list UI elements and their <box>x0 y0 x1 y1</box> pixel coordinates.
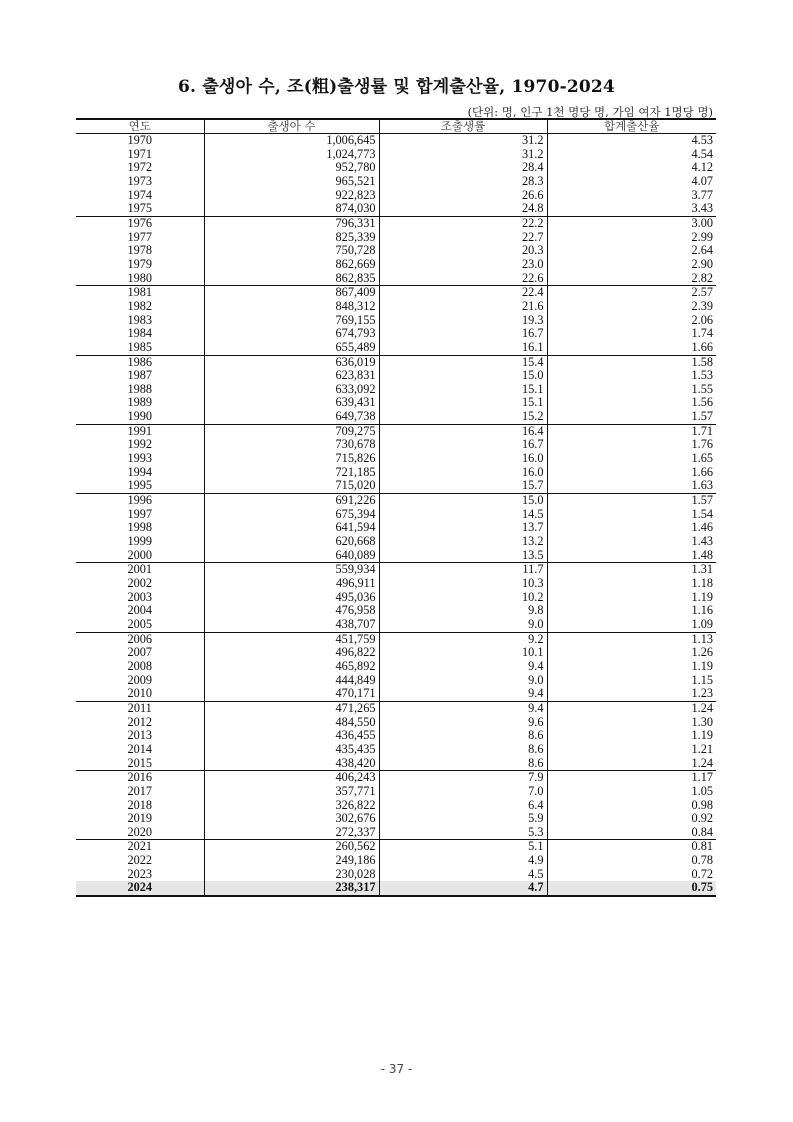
crude-birth-rate-cell: 15.2 <box>379 410 547 424</box>
table-row <box>76 826 716 840</box>
table-row <box>76 369 716 383</box>
year-cell: 2021 <box>127 839 153 854</box>
total-fertility-rate-cell: 1.57 <box>547 410 716 424</box>
table-row <box>76 314 716 328</box>
table-row <box>76 161 716 175</box>
total-fertility-rate-cell: 0.92 <box>547 812 716 826</box>
total-fertility-rate-cell: 1.74 <box>547 327 716 341</box>
year-cell: 2009 <box>127 672 153 687</box>
year-cell: 1981 <box>127 285 153 300</box>
crude-birth-rate-cell: 14.5 <box>379 508 547 522</box>
total-fertility-rate-cell: 1.31 <box>547 563 716 577</box>
births-cell: 952,780 <box>204 161 379 175</box>
table-row <box>76 355 716 369</box>
header-crude-birth-rate: 조출생률 <box>379 119 547 134</box>
year-cell: 2015 <box>76 757 204 771</box>
table-row <box>76 716 716 730</box>
total-fertility-rate-cell: 1.18 <box>547 577 716 591</box>
births-cell: 640,089 <box>204 549 379 563</box>
crude-birth-rate-cell: 5.9 <box>379 812 547 826</box>
total-fertility-rate-cell: 1.30 <box>547 716 716 730</box>
births-cell: 675,394 <box>204 508 379 522</box>
year-cell: 1982 <box>127 298 153 313</box>
births-cell: 260,562 <box>204 840 379 854</box>
total-fertility-rate-cell: 0.98 <box>547 799 716 813</box>
crude-birth-rate-cell: 15.7 <box>379 479 547 493</box>
total-fertility-rate-cell: 4.07 <box>547 175 716 189</box>
table-row <box>76 134 716 148</box>
table-row <box>76 868 716 882</box>
year-cell: 2004 <box>127 603 153 618</box>
total-fertility-rate-cell: 3.00 <box>547 216 716 230</box>
table-header-row <box>76 119 716 134</box>
crude-birth-rate-cell: 6.4 <box>379 799 547 813</box>
table-row <box>76 812 716 826</box>
year-cell: 2006 <box>127 631 153 646</box>
year-cell: 1974 <box>127 187 153 202</box>
crude-birth-rate-cell: 11.7 <box>379 563 547 577</box>
crude-birth-rate-cell: 16.4 <box>379 424 547 438</box>
table-row <box>76 258 716 272</box>
total-fertility-rate-cell: 2.57 <box>547 286 716 300</box>
total-fertility-rate-cell: 3.77 <box>547 189 716 203</box>
crude-birth-rate-cell: 7.0 <box>379 785 547 799</box>
year-cell: 2003 <box>127 589 153 604</box>
table-row <box>76 244 716 258</box>
total-fertility-rate-cell: 1.09 <box>547 618 716 632</box>
crude-birth-rate-cell: 15.0 <box>379 494 547 508</box>
total-fertility-rate-cell: 1.66 <box>547 341 716 355</box>
crude-birth-rate-cell: 16.7 <box>379 327 547 341</box>
table-row <box>76 729 716 743</box>
births-cell: 496,822 <box>204 646 379 660</box>
total-fertility-rate-cell: 1.58 <box>547 355 716 369</box>
total-fertility-rate-cell: 1.23 <box>547 687 716 701</box>
year-cell: 1988 <box>127 381 153 396</box>
births-cell: 495,036 <box>204 591 379 605</box>
births-cell: 674,793 <box>204 327 379 341</box>
year-cell: 1989 <box>127 395 153 410</box>
year-cell: 1996 <box>127 493 153 508</box>
total-fertility-rate-cell: 1.15 <box>547 674 716 688</box>
births-cell: 435,435 <box>204 743 379 757</box>
crude-birth-rate-cell: 9.4 <box>379 701 547 715</box>
table-row <box>76 785 716 799</box>
crude-birth-rate-cell: 31.2 <box>379 134 547 148</box>
table-row <box>76 231 716 245</box>
births-cell: 496,911 <box>204 577 379 591</box>
crude-birth-rate-cell: 9.2 <box>379 632 547 646</box>
year-cell: 1973 <box>127 173 153 188</box>
total-fertility-rate-cell: 1.66 <box>547 466 716 480</box>
table-row <box>76 189 716 203</box>
year-cell: 1970 <box>127 133 153 147</box>
table-row <box>76 466 716 480</box>
table-row <box>76 549 716 563</box>
births-cell: 862,835 <box>204 272 379 286</box>
table-row <box>76 535 716 549</box>
births-cell: 750,728 <box>204 244 379 258</box>
header-births: 출생아 수 <box>204 119 379 134</box>
total-fertility-rate-cell: 0.72 <box>547 868 716 882</box>
table-row <box>76 604 716 618</box>
crude-birth-rate-cell: 31.2 <box>379 148 547 162</box>
total-fertility-rate-cell: 0.75 <box>547 881 716 896</box>
total-fertility-rate-cell: 1.65 <box>547 452 716 466</box>
total-fertility-rate-cell: 0.84 <box>547 826 716 840</box>
crude-birth-rate-cell: 16.0 <box>379 466 547 480</box>
births-cell: 655,489 <box>204 341 379 355</box>
births-cell: 721,185 <box>204 466 379 480</box>
year-cell: 2016 <box>127 770 153 785</box>
births-cell: 922,823 <box>204 189 379 203</box>
unit-note: (단위: 명, 인구 1천 명당 명, 가임 여자 1명당 명) <box>467 105 713 119</box>
crude-birth-rate-cell: 9.8 <box>379 604 547 618</box>
births-cell: 848,312 <box>204 300 379 314</box>
births-cell: 476,958 <box>204 604 379 618</box>
crude-birth-rate-cell: 10.1 <box>379 646 547 660</box>
crude-birth-rate-cell: 9.0 <box>379 674 547 688</box>
table-row <box>76 494 716 508</box>
total-fertility-rate-cell: 0.81 <box>547 840 716 854</box>
year-cell: 1998 <box>127 520 153 535</box>
total-fertility-rate-cell: 2.99 <box>547 231 716 245</box>
crude-birth-rate-cell: 28.3 <box>379 175 547 189</box>
crude-birth-rate-cell: 22.2 <box>379 216 547 230</box>
crude-birth-rate-cell: 13.7 <box>379 521 547 535</box>
year-cell: 2023 <box>127 866 153 881</box>
births-cell: 436,455 <box>204 729 379 743</box>
total-fertility-rate-cell: 1.54 <box>547 508 716 522</box>
year-cell: 1997 <box>127 506 153 521</box>
year-cell: 1979 <box>127 256 153 271</box>
header-total-fertility-rate: 합계출산율 <box>547 119 716 134</box>
total-fertility-rate-cell: 1.05 <box>547 785 716 799</box>
page-number: - 37 - <box>380 1062 413 1076</box>
total-fertility-rate-cell: 1.46 <box>547 521 716 535</box>
table-row <box>76 286 716 300</box>
crude-birth-rate-cell: 4.9 <box>379 854 547 868</box>
year-cell: 1980 <box>76 272 204 286</box>
total-fertility-rate-cell: 1.17 <box>547 771 716 785</box>
table-row <box>76 854 716 868</box>
crude-birth-rate-cell: 23.0 <box>379 258 547 272</box>
births-cell: 465,892 <box>204 660 379 674</box>
table-row <box>76 743 716 757</box>
year-cell: 2005 <box>76 618 204 632</box>
births-cell: 559,934 <box>204 563 379 577</box>
births-cell: 867,409 <box>204 286 379 300</box>
births-cell: 715,826 <box>204 452 379 466</box>
year-cell: 1978 <box>127 243 153 258</box>
year-cell: 1990 <box>76 410 204 424</box>
table-row <box>76 202 716 216</box>
crude-birth-rate-cell: 24.8 <box>379 202 547 216</box>
births-cell: 438,420 <box>204 757 379 771</box>
table-row <box>76 327 716 341</box>
births-cell: 633,092 <box>204 383 379 397</box>
births-cell: 230,028 <box>204 868 379 882</box>
year-cell: 2000 <box>76 549 204 563</box>
total-fertility-rate-cell: 1.13 <box>547 632 716 646</box>
year-cell: 1994 <box>127 464 153 479</box>
page-title: 6. 출생아 수, 조(粗)출생률 및 합계출산율, 1970-2024 <box>178 77 615 97</box>
total-fertility-rate-cell: 1.16 <box>547 604 716 618</box>
crude-birth-rate-cell: 20.3 <box>379 244 547 258</box>
crude-birth-rate-cell: 15.4 <box>379 355 547 369</box>
births-cell: 357,771 <box>204 785 379 799</box>
births-cell: 1,024,773 <box>204 148 379 162</box>
year-cell: 1976 <box>127 215 153 230</box>
table-row <box>76 148 716 162</box>
total-fertility-rate-cell: 1.24 <box>547 701 716 715</box>
total-fertility-rate-cell: 1.19 <box>547 660 716 674</box>
crude-birth-rate-cell: 22.4 <box>379 286 547 300</box>
total-fertility-rate-cell: 4.54 <box>547 148 716 162</box>
crude-birth-rate-cell: 16.7 <box>379 438 547 452</box>
year-cell: 2017 <box>127 783 153 798</box>
table-row <box>76 396 716 410</box>
crude-birth-rate-cell: 5.3 <box>379 826 547 840</box>
total-fertility-rate-cell: 1.55 <box>547 383 716 397</box>
table-row <box>76 632 716 646</box>
year-cell: 1984 <box>127 326 153 341</box>
total-fertility-rate-cell: 2.06 <box>547 314 716 328</box>
crude-birth-rate-cell: 16.0 <box>379 452 547 466</box>
total-fertility-rate-cell: 1.24 <box>547 757 716 771</box>
births-cell: 438,707 <box>204 618 379 632</box>
total-fertility-rate-cell: 1.21 <box>547 743 716 757</box>
year-cell: 1975 <box>76 202 204 216</box>
year-cell: 2018 <box>127 797 153 812</box>
births-cell: 874,030 <box>204 202 379 216</box>
year-cell: 2011 <box>127 700 152 715</box>
table-row <box>76 479 716 493</box>
crude-birth-rate-cell: 13.5 <box>379 549 547 563</box>
year-cell: 1986 <box>127 354 153 369</box>
births-cell: 715,020 <box>204 479 379 493</box>
year-cell: 1999 <box>127 534 153 549</box>
crude-birth-rate-cell: 9.4 <box>379 687 547 701</box>
total-fertility-rate-cell: 1.53 <box>547 369 716 383</box>
crude-birth-rate-cell: 26.6 <box>379 189 547 203</box>
births-cell: 623,831 <box>204 369 379 383</box>
table-row <box>76 799 716 813</box>
total-fertility-rate-cell: 2.90 <box>547 258 716 272</box>
total-fertility-rate-cell: 1.76 <box>547 438 716 452</box>
year-cell: 2008 <box>127 658 153 673</box>
total-fertility-rate-cell: 1.26 <box>547 646 716 660</box>
births-cell: 444,849 <box>204 674 379 688</box>
table-row <box>76 674 716 688</box>
total-fertility-rate-cell: 2.82 <box>547 272 716 286</box>
births-cell: 769,155 <box>204 314 379 328</box>
table-row <box>76 410 716 424</box>
crude-birth-rate-cell: 7.9 <box>379 771 547 785</box>
table-row <box>76 618 716 632</box>
year-cell: 2012 <box>127 714 153 729</box>
table-row <box>76 300 716 314</box>
table-row <box>76 438 716 452</box>
table-row <box>76 383 716 397</box>
table-row <box>76 175 716 189</box>
table-row <box>76 508 716 522</box>
births-cell: 796,331 <box>204 216 379 230</box>
births-cell: 649,738 <box>204 410 379 424</box>
crude-birth-rate-cell: 8.6 <box>379 743 547 757</box>
births-cell: 470,171 <box>204 687 379 701</box>
year-cell: 1971 <box>127 146 153 161</box>
crude-birth-rate-cell: 4.5 <box>379 868 547 882</box>
crude-birth-rate-cell: 10.2 <box>379 591 547 605</box>
year-cell: 1992 <box>127 437 153 452</box>
births-cell: 326,822 <box>204 799 379 813</box>
births-cell: 471,265 <box>204 701 379 715</box>
crude-birth-rate-cell: 22.7 <box>379 231 547 245</box>
table-body <box>76 134 716 897</box>
table-row <box>76 272 716 286</box>
crude-birth-rate-cell: 9.0 <box>379 618 547 632</box>
total-fertility-rate-cell: 2.39 <box>547 300 716 314</box>
year-cell: 2007 <box>127 645 153 660</box>
year-cell: 2002 <box>127 576 153 590</box>
births-cell: 302,676 <box>204 812 379 826</box>
year-cell: 2014 <box>127 741 153 756</box>
crude-birth-rate-cell: 21.6 <box>379 300 547 314</box>
births-cell: 272,337 <box>204 826 379 840</box>
crude-birth-rate-cell: 9.4 <box>379 660 547 674</box>
births-cell: 406,243 <box>204 771 379 785</box>
total-fertility-rate-cell: 4.12 <box>547 161 716 175</box>
year-cell: 1972 <box>127 160 153 175</box>
births-cell: 639,431 <box>204 396 379 410</box>
table-row <box>76 881 716 896</box>
total-fertility-rate-cell: 1.19 <box>547 729 716 743</box>
year-cell: 1977 <box>127 229 153 244</box>
crude-birth-rate-cell: 8.6 <box>379 757 547 771</box>
year-cell: 2022 <box>127 853 153 868</box>
total-fertility-rate-cell: 3.43 <box>547 202 716 216</box>
crude-birth-rate-cell: 9.6 <box>379 716 547 730</box>
crude-birth-rate-cell: 5.1 <box>379 840 547 854</box>
year-cell: 1991 <box>127 423 153 438</box>
crude-birth-rate-cell: 28.4 <box>379 161 547 175</box>
table-row <box>76 341 716 355</box>
table-row <box>76 521 716 535</box>
crude-birth-rate-cell: 4.7 <box>379 881 547 896</box>
crude-birth-rate-cell: 8.6 <box>379 729 547 743</box>
total-fertility-rate-cell: 4.53 <box>547 134 716 148</box>
year-cell: 2010 <box>76 687 204 701</box>
year-cell: 1995 <box>76 479 204 493</box>
table-row <box>76 757 716 771</box>
crude-birth-rate-cell: 10.3 <box>379 577 547 591</box>
crude-birth-rate-cell: 13.2 <box>379 535 547 549</box>
table-row <box>76 452 716 466</box>
table-row <box>76 577 716 591</box>
year-cell: 1983 <box>127 312 153 327</box>
total-fertility-rate-cell: 1.63 <box>547 479 716 493</box>
year-cell: 2024 <box>76 881 204 896</box>
total-fertility-rate-cell: 1.57 <box>547 494 716 508</box>
table-row <box>76 591 716 605</box>
table-row <box>76 424 716 438</box>
year-cell: 2020 <box>76 826 204 840</box>
births-cell: 730,678 <box>204 438 379 452</box>
header-year: 연도 <box>128 119 151 133</box>
table-row <box>76 701 716 715</box>
crude-birth-rate-cell: 15.1 <box>379 383 547 397</box>
crude-birth-rate-cell: 16.1 <box>379 341 547 355</box>
crude-birth-rate-cell: 15.1 <box>379 396 547 410</box>
crude-birth-rate-cell: 15.0 <box>379 369 547 383</box>
table-row <box>76 646 716 660</box>
year-cell: 1987 <box>127 368 153 383</box>
year-cell: 2001 <box>127 562 153 577</box>
total-fertility-rate-cell: 1.43 <box>547 535 716 549</box>
table-row <box>76 771 716 785</box>
births-cell: 484,550 <box>204 716 379 730</box>
year-cell: 2019 <box>127 811 153 826</box>
births-cell: 862,669 <box>204 258 379 272</box>
births-cell: 965,521 <box>204 175 379 189</box>
table-row <box>76 660 716 674</box>
crude-birth-rate-cell: 22.6 <box>379 272 547 286</box>
births-cell: 709,275 <box>204 424 379 438</box>
table-row <box>76 563 716 577</box>
births-cell: 249,186 <box>204 854 379 868</box>
total-fertility-rate-cell: 1.19 <box>547 591 716 605</box>
total-fertility-rate-cell: 1.56 <box>547 396 716 410</box>
births-cell: 691,226 <box>204 494 379 508</box>
births-cell: 825,339 <box>204 231 379 245</box>
total-fertility-rate-cell: 1.71 <box>547 424 716 438</box>
births-cell: 1,006,645 <box>204 134 379 148</box>
year-cell: 1985 <box>76 341 204 355</box>
year-cell: 1993 <box>127 451 153 466</box>
births-cell: 238,317 <box>204 881 379 896</box>
year-cell: 2013 <box>127 728 153 743</box>
births-cell: 641,594 <box>204 521 379 535</box>
table-row <box>76 840 716 854</box>
births-cell: 451,759 <box>204 632 379 646</box>
total-fertility-rate-cell: 1.48 <box>547 549 716 563</box>
births-cell: 620,668 <box>204 535 379 549</box>
table-row <box>76 687 716 701</box>
birth-statistics-table <box>76 118 716 897</box>
crude-birth-rate-cell: 19.3 <box>379 314 547 328</box>
table-row <box>76 216 716 230</box>
total-fertility-rate-cell: 2.64 <box>547 244 716 258</box>
total-fertility-rate-cell: 0.78 <box>547 854 716 868</box>
births-cell: 636,019 <box>204 355 379 369</box>
